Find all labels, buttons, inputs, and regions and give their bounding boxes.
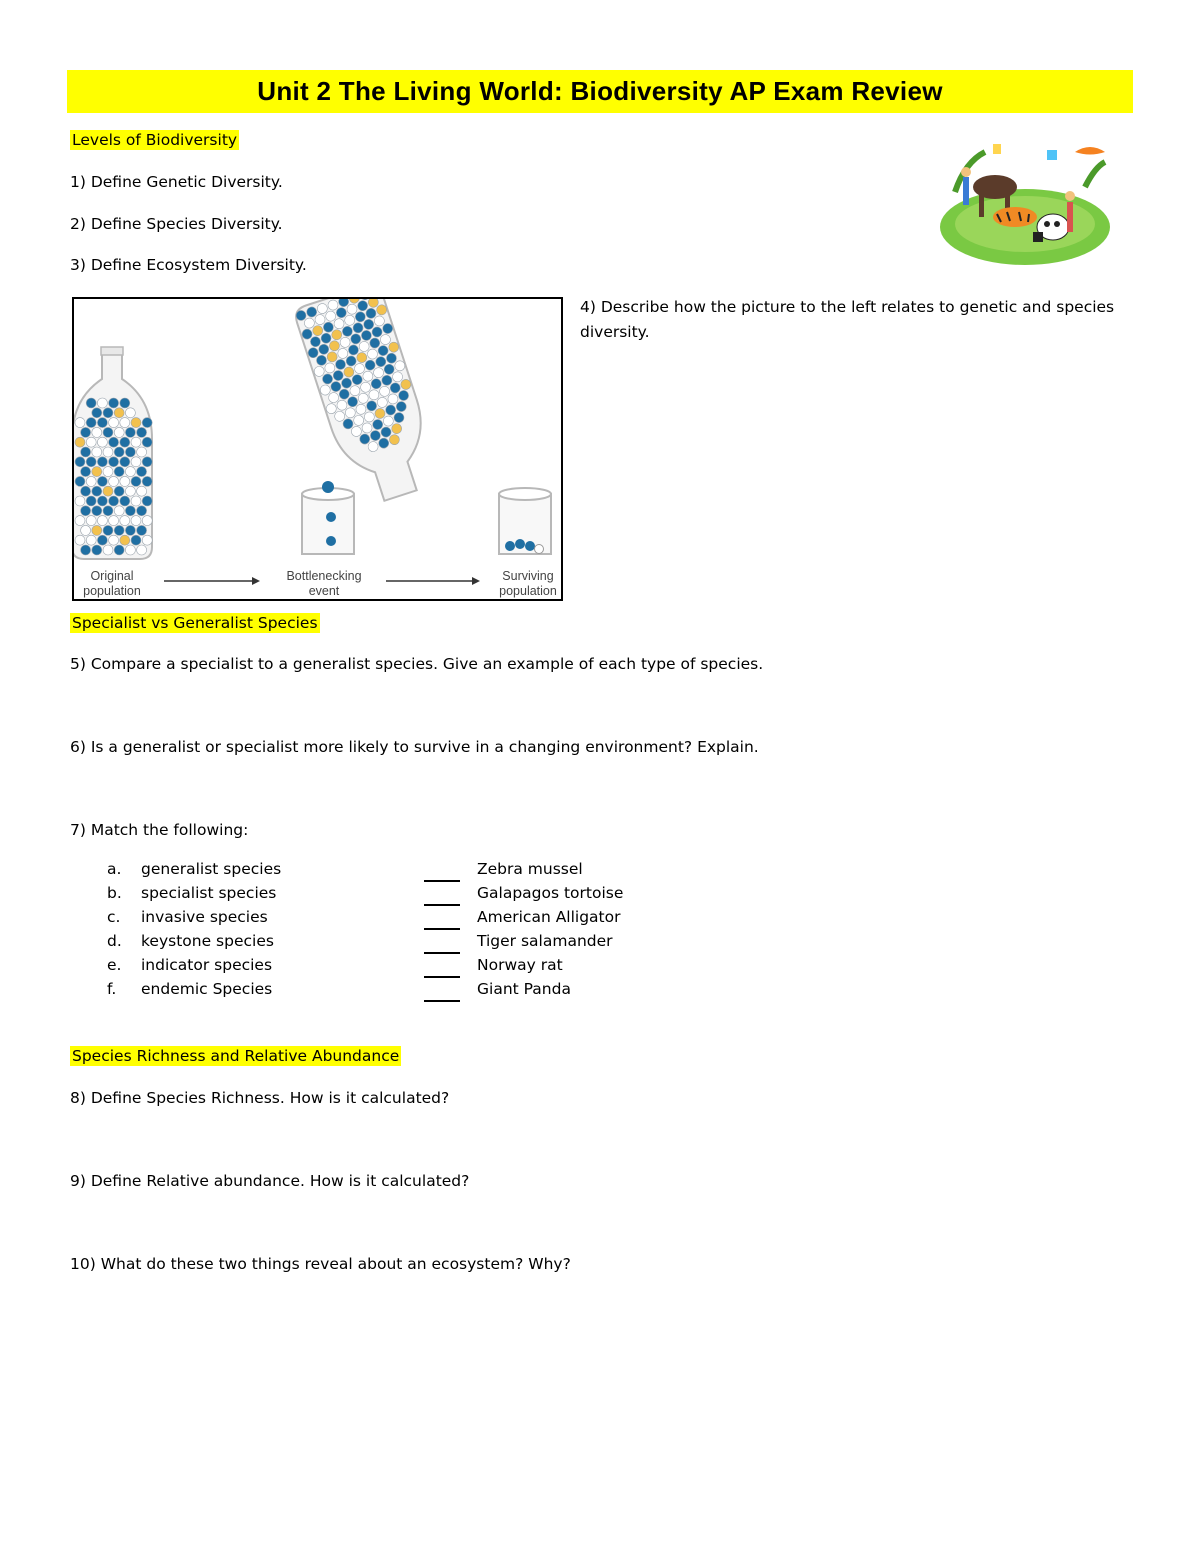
- matching-term: indicator species: [141, 956, 273, 974]
- population-ball: [92, 486, 102, 496]
- question-10: 10) What do these two things reveal about an ecosystem? Why?: [70, 1255, 571, 1273]
- population-ball: [125, 408, 135, 418]
- population-ball: [131, 418, 141, 428]
- answer-blank[interactable]: [424, 932, 460, 954]
- population-ball: [75, 516, 85, 526]
- surviving-ball: [535, 545, 544, 554]
- label-surviving: Surviving: [502, 569, 554, 583]
- answer-blank[interactable]: [424, 908, 460, 930]
- population-ball: [125, 525, 135, 535]
- population-ball: [92, 467, 102, 477]
- section-specialist-heading: Specialist vs Generalist Species: [72, 614, 318, 632]
- population-ball: [75, 476, 85, 486]
- arrow-2: [386, 577, 480, 585]
- matching-row: [0, 932, 1200, 956]
- population-ball: [81, 506, 91, 516]
- population-ball: [137, 525, 147, 535]
- population-ball: [97, 476, 107, 486]
- population-ball: [86, 398, 96, 408]
- population-ball: [109, 496, 119, 506]
- population-ball: [92, 545, 102, 555]
- population-ball: [131, 496, 141, 506]
- population-ball: [81, 427, 91, 437]
- bottleneck-cup: [302, 481, 354, 554]
- matching-answer: Tiger salamander: [477, 932, 613, 950]
- section-levels-heading: Levels of Biodiversity: [72, 131, 238, 149]
- label-original-population: population: [83, 584, 141, 598]
- biodiversity-illustration: [935, 132, 1115, 272]
- question-8: 8) Define Species Richness. How is it calculated?: [70, 1089, 450, 1107]
- population-ball: [92, 525, 102, 535]
- question-1: 1) Define Genetic Diversity.: [70, 173, 283, 191]
- population-ball: [75, 418, 85, 428]
- arrow-1: [164, 577, 260, 585]
- bottleneck-figure: [72, 297, 563, 601]
- question-9: 9) Define Relative abundance. How is it calculated?: [70, 1172, 470, 1190]
- population-ball: [120, 476, 130, 486]
- question-6: 6) Is a generalist or specialist more likely to survive in a changing environment? Explain.: [70, 738, 759, 756]
- population-ball: [92, 427, 102, 437]
- label-surviving-population: population: [499, 584, 557, 598]
- surviving-ball: [505, 541, 515, 551]
- label-original: Original: [90, 569, 134, 583]
- population-ball: [120, 496, 130, 506]
- population-ball: [142, 476, 152, 486]
- matching-term: endemic Species: [141, 980, 273, 998]
- original-bottle: [74, 347, 152, 559]
- biodiversity-illustration-svg: [935, 132, 1115, 272]
- population-ball: [75, 457, 85, 467]
- answer-blank[interactable]: [424, 980, 460, 1002]
- population-ball: [109, 476, 119, 486]
- population-ball: [137, 427, 147, 437]
- matching-term: invasive species: [141, 908, 268, 926]
- population-ball: [97, 418, 107, 428]
- matching-row: [0, 956, 1200, 980]
- matching-letter: f.: [107, 980, 117, 998]
- population-ball: [109, 398, 119, 408]
- population-ball: [114, 467, 124, 477]
- answer-blank[interactable]: [424, 956, 460, 978]
- population-ball: [103, 447, 113, 457]
- title-banner: [67, 70, 1133, 113]
- falling-ball: [322, 481, 334, 493]
- population-ball: [114, 506, 124, 516]
- population-ball: [103, 427, 113, 437]
- population-ball: [137, 467, 147, 477]
- population-ball: [97, 457, 107, 467]
- population-ball: [125, 486, 135, 496]
- falling-ball: [326, 536, 336, 546]
- population-ball: [142, 418, 152, 428]
- population-ball: [97, 437, 107, 447]
- question-7: 7) Match the following:: [70, 821, 249, 839]
- population-ball: [142, 535, 152, 545]
- matching-letter: a.: [107, 860, 122, 878]
- population-ball: [75, 496, 85, 506]
- answer-blank[interactable]: [424, 884, 460, 906]
- question-5: 5) Compare a specialist to a generalist species. Give an example of each type of species.: [70, 655, 764, 673]
- surviving-cup: [499, 488, 551, 554]
- population-ball: [120, 457, 130, 467]
- matching-row: [0, 908, 1200, 932]
- population-ball: [120, 418, 130, 428]
- population-ball: [109, 535, 119, 545]
- population-ball: [137, 506, 147, 516]
- label-event: event: [308, 584, 340, 598]
- matching-answer: American Alligator: [477, 908, 621, 926]
- population-ball: [86, 437, 96, 447]
- population-ball: [125, 447, 135, 457]
- matching-term: keystone species: [141, 932, 274, 950]
- label-bottlenecking: Bottlenecking: [286, 569, 362, 583]
- population-ball: [142, 496, 152, 506]
- population-ball: [92, 506, 102, 516]
- population-ball: [114, 486, 124, 496]
- population-ball: [75, 437, 85, 447]
- population-ball: [103, 506, 113, 516]
- population-ball: [86, 418, 96, 428]
- matching-row: [0, 980, 1200, 1004]
- population-ball: [114, 545, 124, 555]
- matching-term: generalist species: [141, 860, 282, 878]
- population-ball: [131, 535, 141, 545]
- population-ball: [109, 418, 119, 428]
- population-ball: [81, 545, 91, 555]
- population-ball: [114, 525, 124, 535]
- population-ball: [86, 535, 96, 545]
- surviving-ball: [515, 539, 525, 549]
- population-ball: [131, 476, 141, 486]
- section-richness-heading: Species Richness and Relative Abundance: [72, 1047, 400, 1065]
- population-ball: [81, 467, 91, 477]
- population-ball: [137, 486, 147, 496]
- bottleneck-diagram: [74, 299, 561, 599]
- population-ball: [103, 486, 113, 496]
- population-ball: [86, 457, 96, 467]
- population-ball: [103, 408, 113, 418]
- population-ball: [125, 506, 135, 516]
- population-ball: [103, 545, 113, 555]
- population-ball: [109, 457, 119, 467]
- population-ball: [92, 408, 102, 418]
- population-ball: [103, 525, 113, 535]
- falling-ball: [326, 512, 336, 522]
- population-ball: [125, 545, 135, 555]
- population-ball: [131, 437, 141, 447]
- population-ball: [103, 467, 113, 477]
- population-ball: [109, 516, 119, 526]
- population-ball: [86, 476, 96, 486]
- matching-letter: e.: [107, 956, 122, 974]
- matching-letter: c.: [107, 908, 121, 926]
- question-3: 3) Define Ecosystem Diversity.: [70, 256, 307, 274]
- population-ball: [137, 545, 147, 555]
- page-title: Unit 2 The Living World: Biodiversity AP Exam Review: [257, 76, 943, 106]
- population-ball: [125, 427, 135, 437]
- matching-answer: Giant Panda: [477, 980, 571, 998]
- matching-answer: Zebra mussel: [477, 860, 583, 878]
- population-ball: [86, 496, 96, 506]
- population-ball: [97, 535, 107, 545]
- population-ball: [142, 516, 152, 526]
- population-ball: [131, 457, 141, 467]
- matching-answer: Galapagos tortoise: [477, 884, 624, 902]
- population-ball: [97, 398, 107, 408]
- population-ball: [142, 437, 152, 447]
- matching-term: specialist species: [141, 884, 277, 902]
- population-ball: [97, 516, 107, 526]
- matching-row: [0, 884, 1200, 908]
- population-ball: [120, 516, 130, 526]
- population-ball: [81, 486, 91, 496]
- population-ball: [109, 437, 119, 447]
- tilted-bottle: [293, 299, 443, 509]
- population-ball: [142, 457, 152, 467]
- population-ball: [120, 535, 130, 545]
- matching-letter: d.: [107, 932, 122, 950]
- population-ball: [86, 516, 96, 526]
- question-4: 4) Describe how the picture to the left relates to genetic and species diversity.: [580, 298, 1115, 341]
- population-ball: [92, 447, 102, 457]
- population-ball: [137, 447, 147, 457]
- population-ball: [131, 516, 141, 526]
- matching-row: [0, 860, 1200, 884]
- matching-answer: Norway rat: [477, 956, 563, 974]
- population-ball: [81, 447, 91, 457]
- question-2: 2) Define Species Diversity.: [70, 215, 283, 233]
- population-ball: [75, 535, 85, 545]
- population-ball: [125, 467, 135, 477]
- matching-letter: b.: [107, 884, 122, 902]
- population-ball: [120, 398, 130, 408]
- surviving-ball: [525, 541, 535, 551]
- population-ball: [114, 408, 124, 418]
- answer-blank[interactable]: [424, 860, 460, 882]
- population-ball: [97, 496, 107, 506]
- population-ball: [114, 447, 124, 457]
- population-ball: [120, 437, 130, 447]
- population-ball: [81, 525, 91, 535]
- population-ball: [114, 427, 124, 437]
